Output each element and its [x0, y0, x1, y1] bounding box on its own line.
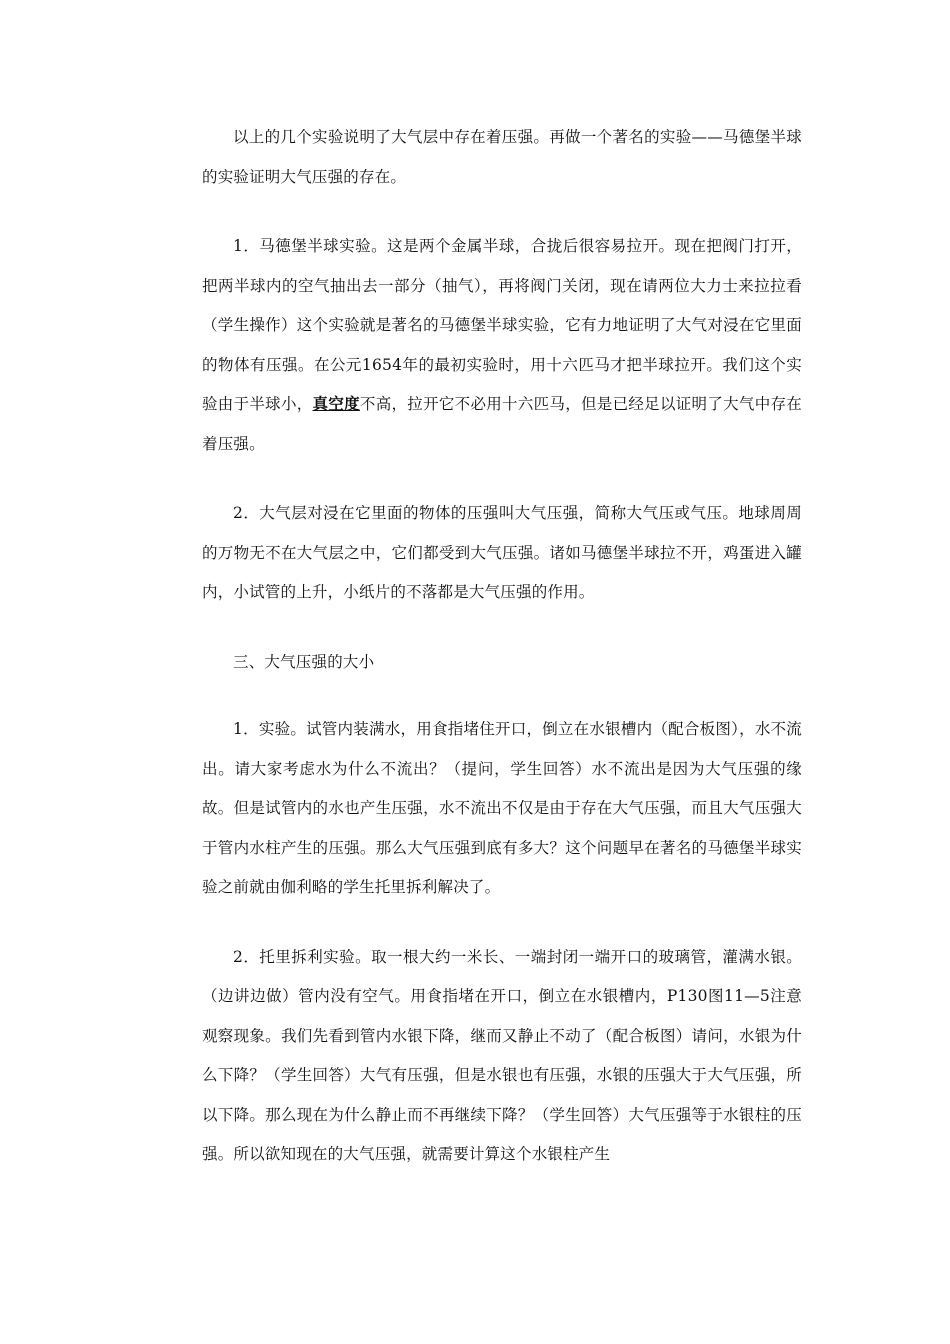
paragraph-text: 1．马德堡半球实验。这是两个金属半球，合拢后很容易拉开。现在把阀门打开，把两半球内的空气抽出去一部分（抽气），再将阀门关闭，现在请两位大力士来拉拉看（学生操作）这个实验就是著名的马德堡半球实验，它有力地证明了大气对浸在它里面的物体有压强。在公元1654年的最初实验时，用十六匹马才把半球拉开。我们这个实验由于半球小，: [202, 237, 802, 413]
emphasized-term-vacuum: 真空度: [312, 395, 360, 413]
section-heading: 三、大气压强的大小: [233, 652, 375, 671]
paragraph-test-tube-experiment: 1．实验。试管内装满水，用食指堵住开口，倒立在水银槽内（配合板图），水不流出。请大家考虑水为什么不流出？（提问，学生回答）水不流出是因为大气压强的缘故。但是试管内的水也产生压强，水不流出不仅是由于存在大气压强，而且大气压强大于管内水柱产生的压强。那么大气压强到底有多大？这个问题早在著名的马德堡半球实验之前就由伽利略的学生托里拆利解决了。: [202, 720, 802, 896]
paragraph-text: 不高，拉开它不必用十六匹马，但是已经足以证明了大气中存在着压强。: [202, 395, 802, 453]
paragraph-definition: 2．大气层对浸在它里面的物体的压强叫大气压强，简称大气压或气压。地球周周的万物无不在大气层之中，它们都受到大气压强。诸如马德堡半球拉不开，鸡蛋进入罐内，小试管的上升，小纸片的不落都是大气压强的作用。: [202, 504, 802, 601]
paragraph-magdeburg-experiment: [202, 227, 802, 464]
paragraph-intro: 以上的几个实验说明了大气层中存在着压强。再做一个著名的实验——马德堡半球的实验证明大气压强的存在。: [202, 128, 802, 186]
document-body: [202, 118, 802, 1205]
paragraph-torricelli-experiment: 2．托里拆利实验。取一根大约一米长、一端封闭一端开口的玻璃管，灌满水银。（边讲边做）管内没有空气。用食指堵在开口，倒立在水银槽内，P130图11—5注意观察现象。我们先看到管内水银下降，继而又静止不动了（配合板图）请问，水银为什么下降？（学生回答）大气有压强，但是水银也有压强，水银的压强大于大气压强，所以下降。那么现在为什么静止而不再继续下降？（学生回答）大气压强等于水银柱的压强。所以欲知现在的大气压强，就需要计算这个水银柱产生: [202, 947, 802, 1163]
